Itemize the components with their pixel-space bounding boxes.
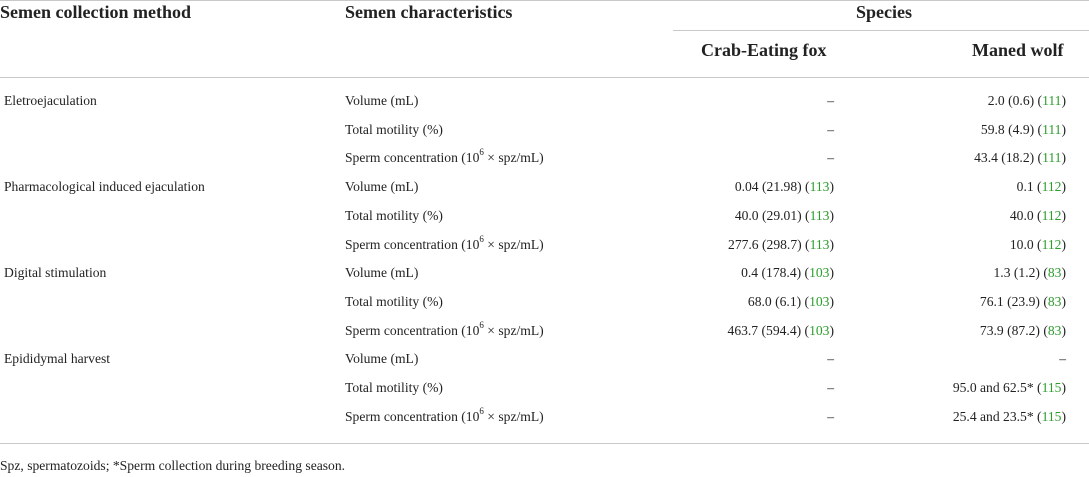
header-crab-eating-fox: Crab-Eating fox bbox=[701, 40, 827, 60]
cell-semen-characteristic: Volume (mL) bbox=[345, 265, 419, 280]
value-text: 76.1 (23.9) bbox=[979, 294, 1040, 309]
reference-link[interactable]: 111 bbox=[1042, 122, 1062, 137]
table-footnote: Spz, spermatozoids; *Sperm collection during breeding season. bbox=[0, 458, 346, 473]
table-bottom-rule bbox=[0, 443, 1089, 444]
reference-link[interactable]: 103 bbox=[809, 323, 830, 338]
value-text: 68.0 (6.1) bbox=[747, 294, 802, 309]
characteristic-text: Sperm concentration (10 bbox=[345, 409, 480, 424]
cell-wolf-value: 40.0 (112) bbox=[1009, 208, 1066, 223]
value-text: 73.9 (87.2) bbox=[979, 323, 1040, 338]
cell-wolf-value: 43.4 (18.2) (111) bbox=[974, 150, 1066, 165]
cell-collection-method: Digital stimulation bbox=[4, 265, 107, 280]
value-text: 463.7 (594.4) bbox=[727, 323, 802, 338]
cell-wolf-value: 10.0 (112) bbox=[1009, 237, 1066, 252]
reference-link[interactable]: 112 bbox=[1041, 237, 1062, 252]
cell-wolf-value: 59.8 (4.9) (111) bbox=[980, 122, 1066, 137]
value-text: 43.4 (18.2) bbox=[974, 150, 1035, 165]
cell-collection-method: Pharmacological induced ejaculation bbox=[4, 179, 205, 194]
characteristic-unit: × spz/mL) bbox=[483, 150, 544, 165]
value-text: – bbox=[827, 351, 834, 366]
value-text: 2.0 (0.6) bbox=[987, 93, 1035, 108]
reference-link[interactable]: 113 bbox=[809, 179, 830, 194]
reference-link[interactable]: 83 bbox=[1047, 323, 1062, 338]
cell-fox-value: 277.6 (298.7) (113) bbox=[728, 237, 834, 252]
cell-semen-characteristic: Total motility (%) bbox=[345, 122, 443, 137]
value-text: – bbox=[827, 150, 834, 165]
cell-semen-characteristic bbox=[345, 234, 544, 253]
value-text: 25.4 and 23.5* bbox=[952, 409, 1034, 424]
value-text: 0.04 (21.98) bbox=[734, 179, 802, 194]
value-text: 40.0 bbox=[1009, 208, 1034, 223]
value-text: – bbox=[827, 409, 834, 424]
characteristic-unit: × spz/mL) bbox=[483, 237, 544, 252]
cell-fox-value bbox=[827, 380, 834, 396]
reference-link[interactable]: 83 bbox=[1047, 294, 1062, 309]
value-text: – bbox=[1059, 351, 1066, 366]
value-text: – bbox=[827, 93, 834, 108]
value-text: – bbox=[827, 122, 834, 137]
cell-wolf-value: 0.1 (112) bbox=[1016, 179, 1066, 194]
value-text: 40.0 (29.01) bbox=[734, 208, 802, 223]
cell-semen-characteristic bbox=[345, 147, 544, 166]
characteristic-text: Sperm concentration (10 bbox=[345, 323, 480, 338]
cell-fox-value: 0.04 (21.98) (113) bbox=[734, 179, 834, 194]
reference-link[interactable]: 111 bbox=[1042, 150, 1062, 165]
exponent: 6 bbox=[479, 320, 484, 331]
cell-wolf-value: 73.9 (87.2) (83) bbox=[979, 323, 1066, 338]
reference-link[interactable]: 83 bbox=[1047, 265, 1062, 280]
cell-fox-value bbox=[827, 351, 834, 367]
cell-wolf-value: 76.1 (23.9) (83) bbox=[979, 294, 1066, 309]
cell-semen-characteristic: Total motility (%) bbox=[345, 208, 443, 223]
cell-semen-characteristic: Volume (mL) bbox=[345, 179, 419, 194]
cell-wolf-value: 2.0 (0.6) (111) bbox=[987, 93, 1066, 108]
cell-fox-value bbox=[827, 150, 834, 166]
characteristic-text: Sperm concentration (10 bbox=[345, 237, 480, 252]
cell-collection-method: Eletroejaculation bbox=[4, 93, 97, 108]
reference-link[interactable]: 111 bbox=[1042, 93, 1062, 108]
cell-semen-characteristic: Total motility (%) bbox=[345, 380, 443, 395]
value-text: 277.6 (298.7) bbox=[728, 237, 802, 252]
cell-fox-value bbox=[827, 409, 834, 425]
cell-semen-characteristic: Total motility (%) bbox=[345, 294, 443, 309]
header-semen-characteristics: Semen characteristics bbox=[345, 2, 513, 22]
reference-link[interactable]: 113 bbox=[809, 208, 830, 223]
cell-wolf-value: 95.0 and 62.5* (115) bbox=[952, 380, 1066, 395]
cell-wolf-value bbox=[1059, 351, 1066, 367]
cell-collection-method: Epididymal harvest bbox=[4, 351, 111, 366]
table-top-rule bbox=[0, 0, 1089, 1]
value-text: 0.1 bbox=[1016, 179, 1034, 194]
characteristic-text: Sperm concentration (10 bbox=[345, 150, 480, 165]
cell-semen-characteristic: Volume (mL) bbox=[345, 93, 419, 108]
reference-link[interactable]: 103 bbox=[809, 294, 830, 309]
cell-wolf-value: 25.4 and 23.5* (115) bbox=[952, 409, 1066, 424]
header-species: Species bbox=[856, 2, 912, 22]
cell-fox-value: 68.0 (6.1) (103) bbox=[747, 294, 834, 309]
header-maned-wolf: Maned wolf bbox=[972, 40, 1064, 60]
reference-link[interactable]: 115 bbox=[1041, 380, 1062, 395]
exponent: 6 bbox=[479, 234, 484, 245]
cell-fox-value: 463.7 (594.4) (103) bbox=[727, 323, 834, 338]
value-text: – bbox=[827, 380, 834, 395]
value-text: 95.0 and 62.5* bbox=[952, 380, 1034, 395]
exponent: 6 bbox=[479, 406, 484, 417]
cell-fox-value bbox=[827, 93, 834, 109]
reference-link[interactable]: 103 bbox=[809, 265, 830, 280]
cell-semen-characteristic bbox=[345, 406, 544, 425]
reference-link[interactable]: 112 bbox=[1041, 208, 1062, 223]
cell-fox-value: 40.0 (29.01) (113) bbox=[734, 208, 834, 223]
value-text: 10.0 bbox=[1009, 237, 1034, 252]
characteristic-unit: × spz/mL) bbox=[483, 323, 544, 338]
cell-semen-characteristic bbox=[345, 320, 544, 339]
characteristic-unit: × spz/mL) bbox=[483, 409, 544, 424]
value-text: 59.8 (4.9) bbox=[980, 122, 1035, 137]
species-underline bbox=[673, 30, 1089, 31]
exponent: 6 bbox=[479, 147, 484, 158]
header-collection-method: Semen collection method bbox=[0, 2, 191, 22]
value-text: 1.3 (1.2) bbox=[993, 265, 1040, 280]
reference-link[interactable]: 113 bbox=[809, 237, 830, 252]
cell-wolf-value: 1.3 (1.2) (83) bbox=[993, 265, 1066, 280]
reference-link[interactable]: 112 bbox=[1041, 179, 1062, 194]
cell-fox-value bbox=[827, 122, 834, 138]
reference-link[interactable]: 115 bbox=[1041, 409, 1062, 424]
cell-fox-value: 0.4 (178.4) (103) bbox=[741, 265, 834, 280]
cell-semen-characteristic: Volume (mL) bbox=[345, 351, 419, 366]
header-bottom-rule bbox=[0, 77, 1089, 78]
value-text: 0.4 (178.4) bbox=[741, 265, 802, 280]
